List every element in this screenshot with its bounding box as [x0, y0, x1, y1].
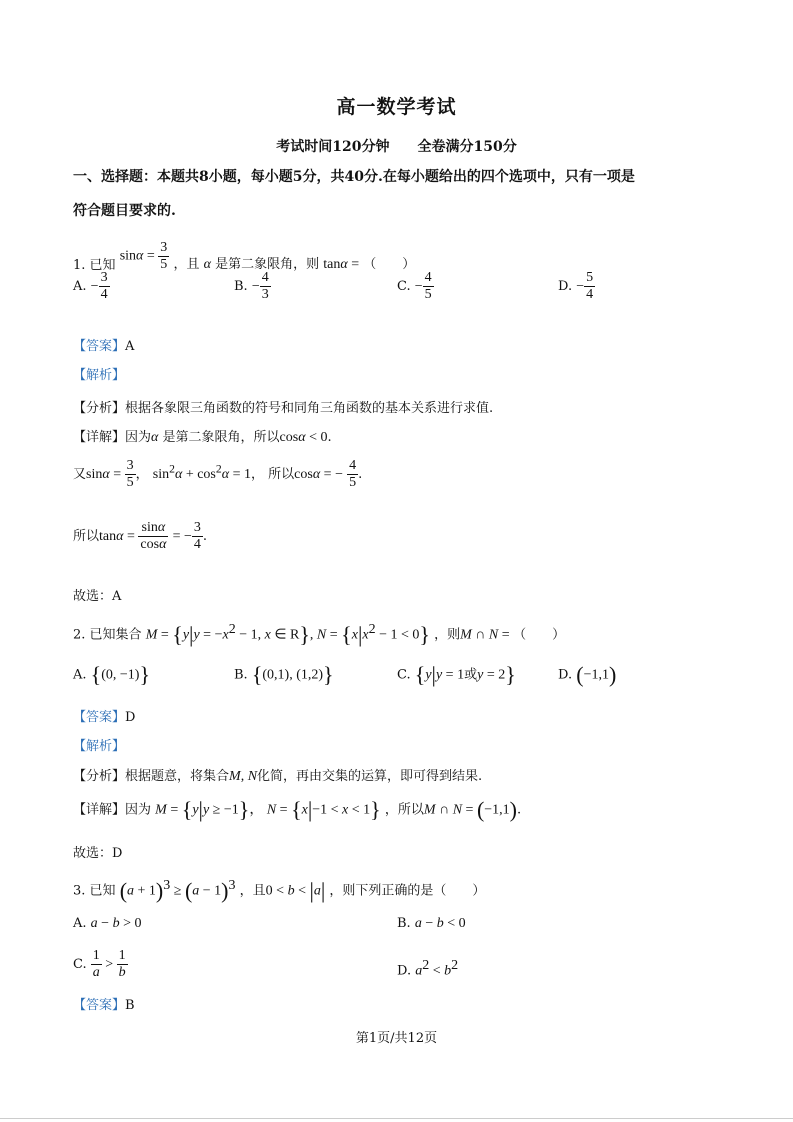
- q3-option-c: C. $\frac{1}{a}$ > $\frac{1}{b}$: [73, 948, 126, 981]
- q1-xiangjie: 【详解】因为α 是第二象限角，所以cosα < 0.: [73, 430, 332, 445]
- q3-answer: 【答案】B: [73, 998, 135, 1013]
- q2-option-d: D. (−1,1): [558, 662, 617, 687]
- q1-choice: 故选：A: [73, 589, 122, 604]
- q1-option-a: A. − $\frac{3}{4}$: [73, 270, 108, 303]
- q1-derivation-2: 又sinα = $\frac{3}{5}$ ， $\sin^2\alpha + \cos^2\alpha = 1$， 所以cosα = − $\frac{4}{5}$ .: [73, 458, 363, 491]
- q3-option-a: A. a − b > 0: [73, 916, 142, 931]
- q1-answer: 【答案】A: [73, 339, 135, 354]
- q2-xiangjie: 【详解】因为 M = {y|y ≥ −1}， N = {x|−1 < x < 1} ，所以M ∩ N = (−1,1).: [73, 797, 522, 822]
- bottom-divider: [0, 1118, 793, 1119]
- q1-option-d: D. − $\frac{5}{4}$: [558, 270, 594, 303]
- q1-derivation-3: 所以tanα = $\frac{\sin\alpha}{\cos\alpha}$ = − $\frac{3}{4}$ .: [73, 520, 207, 553]
- question-3-stem: 3. 已知 $(a + 1)^3 \ge (a - 1)^3$ ，且0 < b < |a| ，则下列正确的是（ ）: [73, 878, 486, 903]
- q2-option-b: B. {(0,1), (1,2)}: [234, 662, 334, 687]
- section-heading-line1: 一、选择题：本题共8小题，每小题5分，共40分.在每小题给出的四个选项中，只有一项是: [73, 169, 635, 185]
- q2-fenxi: 【分析】根据题意，将集合M, N化简，再由交集的运算，即可得到结果.: [73, 769, 483, 784]
- q2-choice: 故选：D: [73, 846, 123, 861]
- q1-option-c: C. − $\frac{4}{5}$: [397, 270, 432, 303]
- q3-option-d: D. $a^2 < b^2$: [397, 958, 459, 979]
- q3-option-b: B. a − b < 0: [397, 916, 466, 931]
- question-1-stem: 1. 已知 sinα = $\frac{3}{5}$ ，且 α 是第二象限角，则 tanα = （ ）: [73, 228, 415, 273]
- q2-option-a: A. {(0, −1)}: [73, 662, 151, 687]
- q2-answer: 【答案】D: [73, 710, 136, 725]
- q1-fenxi: 【分析】根据各象限三角函数的符号和同角三角函数的基本关系进行求值.: [73, 401, 494, 416]
- page-footer: 第1页/共12页: [355, 1031, 438, 1046]
- exam-info: 考试时间120分钟 全卷满分150分: [276, 139, 517, 155]
- q1-option-b: B. − $\frac{4}{3}$: [234, 270, 269, 303]
- page-title: 高一数学考试: [336, 96, 457, 118]
- q1-prefix: 1. 已知: [73, 258, 116, 273]
- q1-analysis-tag: 【解析】: [73, 368, 126, 383]
- q2-option-c: C. {y|y = 1或y = 2}: [397, 662, 516, 687]
- section-heading-line2: 符合题目要求的.: [73, 203, 176, 219]
- q2-analysis-tag: 【解析】: [73, 739, 126, 754]
- question-2-stem: 2. 已知集合 $M = \{y|y = -x^2 - 1$, x ∈ R}, $N = \{x|x^2 - 1 < 0\}$ ，则M ∩ N = （ ）: [73, 622, 566, 647]
